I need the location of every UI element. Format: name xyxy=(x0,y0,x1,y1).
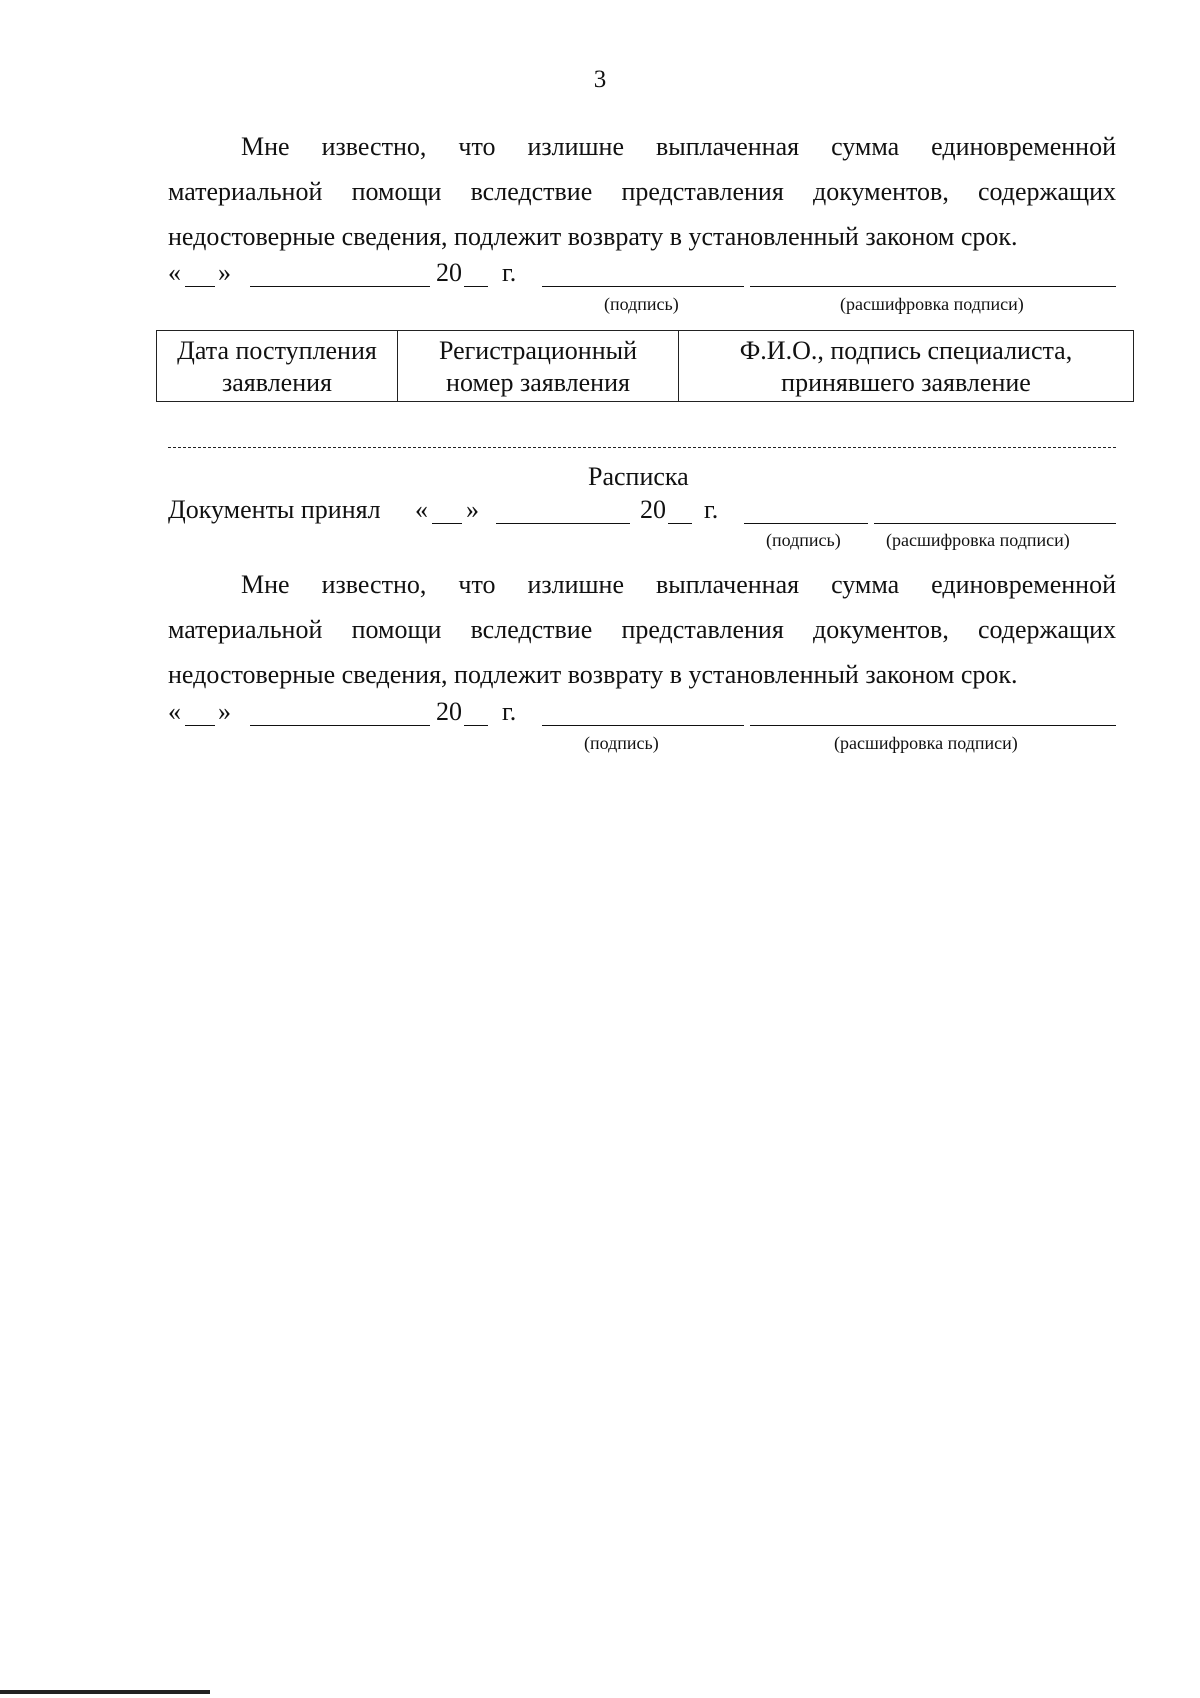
accepted-label: Документы принял xyxy=(168,495,381,524)
signature-caption: (подпись) xyxy=(604,294,679,314)
open-quote: « xyxy=(415,495,428,524)
cut-line xyxy=(168,447,1116,448)
year-prefix: 20 xyxy=(436,697,462,726)
registration-table xyxy=(156,330,1134,402)
day-blank[interactable] xyxy=(185,725,215,726)
year-suffix: г. xyxy=(704,495,719,524)
decoding-caption: (расшифровка подписи) xyxy=(834,733,1018,753)
signature-blank[interactable] xyxy=(542,286,744,287)
close-quote: » xyxy=(218,697,231,726)
footer-rule xyxy=(0,1690,210,1694)
year-suffix: г. xyxy=(502,258,517,287)
page-number: 3 xyxy=(593,66,607,93)
signature-decoding-blank[interactable] xyxy=(874,523,1116,524)
notice-line: недостоверные сведения, подлежит возврату в установленный законом срок. xyxy=(168,660,1018,689)
day-blank[interactable] xyxy=(185,286,215,287)
month-blank[interactable] xyxy=(496,523,630,524)
signature-decoding-blank[interactable] xyxy=(750,725,1116,726)
signature-blank[interactable] xyxy=(744,523,868,524)
notice-line: материальной помощи вследствие представления документов, содержащих xyxy=(168,615,1116,644)
table-row xyxy=(157,331,1134,402)
year-blank[interactable] xyxy=(464,725,488,726)
receipt-title: Расписка xyxy=(588,462,689,491)
open-quote: « xyxy=(168,258,181,287)
signature-blank[interactable] xyxy=(542,725,744,726)
decoding-caption: (расшифровка подписи) xyxy=(840,294,1024,314)
received-date-header: Дата поступления заявления xyxy=(157,331,398,402)
year-prefix: 20 xyxy=(436,258,462,287)
open-quote: « xyxy=(168,697,181,726)
close-quote: » xyxy=(218,258,231,287)
notice-paragraph xyxy=(168,124,1116,259)
day-blank[interactable] xyxy=(432,523,462,524)
month-blank[interactable] xyxy=(250,286,430,287)
specialist-signature-header: Ф.И.О., подпись специалиста, принявшего заявление xyxy=(679,331,1134,402)
notice-line: недостоверные сведения, подлежит возврату в установленный законом срок. xyxy=(168,222,1018,251)
notice-paragraph xyxy=(168,562,1116,697)
decoding-caption: (расшифровка подписи) xyxy=(886,530,1070,550)
month-blank[interactable] xyxy=(250,725,430,726)
year-blank[interactable] xyxy=(464,286,488,287)
signature-decoding-blank[interactable] xyxy=(750,286,1116,287)
notice-line: материальной помощи вследствие представления документов, содержащих xyxy=(168,177,1116,206)
notice-line: Мне известно, что излишне выплаченная сумма единовременной xyxy=(241,570,1116,599)
year-prefix: 20 xyxy=(640,495,666,524)
close-quote: » xyxy=(466,495,479,524)
registration-number-header: Регистрационный номер заявления xyxy=(398,331,679,402)
signature-caption: (подпись) xyxy=(584,733,659,753)
signature-caption: (подпись) xyxy=(766,530,841,550)
notice-line: Мне известно, что излишне выплаченная сумма единовременной xyxy=(241,132,1116,161)
year-suffix: г. xyxy=(502,697,517,726)
year-blank[interactable] xyxy=(668,523,692,524)
